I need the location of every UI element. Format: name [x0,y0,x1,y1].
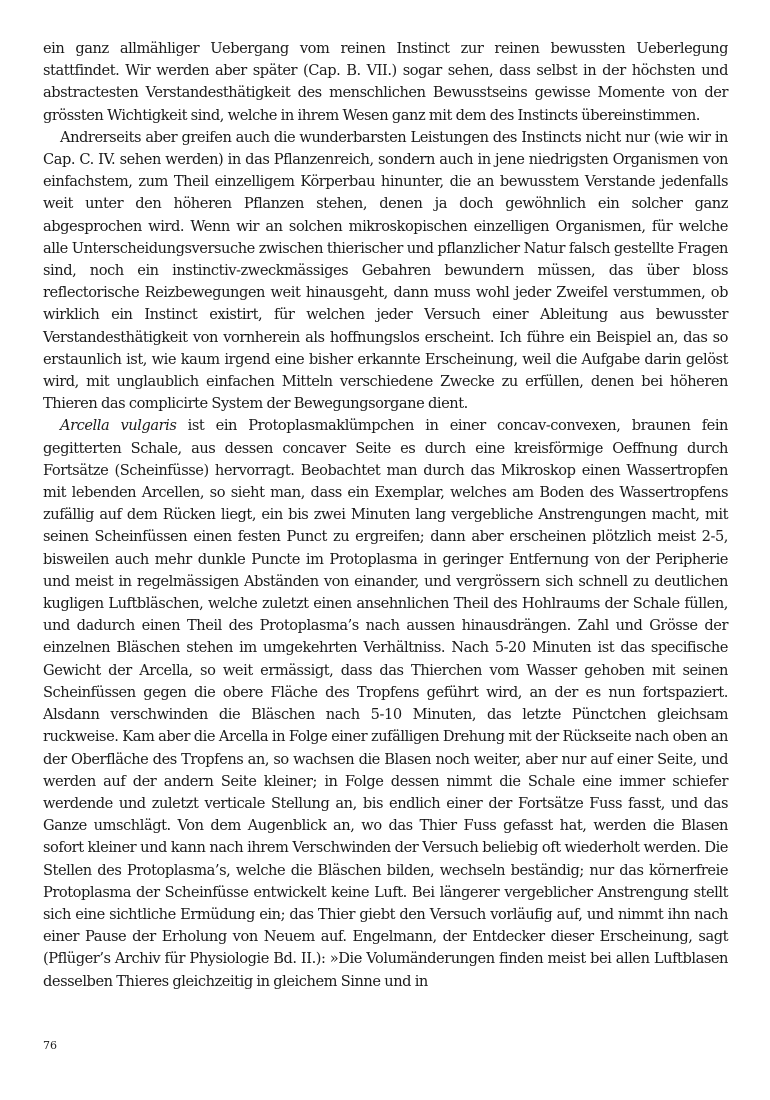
paragraph-arcella [43,415,728,992]
page-number: 76 [43,1039,57,1052]
page-body [43,38,728,993]
paragraph-instinct-organisms: Andrerseits aber greifen auch die wunderbarsten Leistungen des Instincts nicht nur (wie wir in Cap. C. IV. sehen werden) in das Pflanzenreich, sondern auch in jene niedrigsten Organismen von einfachstem, zum Theil einzelligem Körperbau hinunter, die an bewusstem Verstande jedenfalls weit unter den höheren Pflanzen stehen, denen ja doch gewöhnlich ein solcher ganz abgesprochen wird. Wenn wir an solchen mikroskopischen einzelligen Organismen, für welche alle Unterscheidungsversuche zwischen thierischer und pflanzlicher Natur falsch gestellte Fragen sind, noch ein instinctiv-zweckmässiges Gebahren bewundern müssen, das über bloss reflectorische Reizbewegungen weit hinausgeht, dann muss wohl jeder Zweifel verstummen, ob wirklich ein Instinct existirt, für welchen jeder Versuch einer Ableitung aus bewusster Verstandesthätigkeit von vornherein als hoffnungslos erscheint. Ich führe ein Beispiel an, das so erstaunlich ist, wie kaum irgend eine bisher erkannte Erscheinung, weil die Aufgabe darin gelöst wird, mit unglaublich einfachen Mitteln verschiedene Zwecke zu erfüllen, denen bei höheren Thieren das complicirte System der Bewegungsorgane dient. [43,128,728,413]
species-name: Arcella vulgaris [60,417,177,435]
paragraph-continuation: ein ganz allmähliger Uebergang vom reinen Instinct zur reinen bewussten Ueberlegung stattfindet. Wir werden aber später (Cap. B. VII.) sogar sehen, dass selbst in der höchsten und abstractesten Verstandesthätigkeit des menschlichen Bewusstseins gewisse Momente von der grössten Wichtigkeit sind, welche in ihrem Wesen ganz mit dem des Instincts übereinstimmen. [43,40,728,124]
paragraph-arcella-text: ist ein Protoplasmaklümpchen in einer concav-convexen, braunen fein gegitterten Schale, aus dessen concaver Seite es durch eine kreisförmige Oeffnung durch Fortsätze (Scheinfüsse) hervorragt. Beobachtet man durch das Mikroskop einen Wassertropfen mit lebenden Arcellen, so sieht man, dass ein Exemplar, welches am Boden des Wassertropfens zufällig auf dem Rücken liegt, ein bis zwei Minuten lang vergebliche Anstrengungen macht, mit seinen Scheinfüssen einen festen Punct zu ergreifen; dann aber erscheinen plötzlich meist 2-5, bisweilen auch mehr dunkle Puncte im Protoplasma in geringer Entfernung von der Peripherie und meist in regelmässigen Abständen von einander, und vergrössern sich schnell zu deutlichen kugligen Luftbläschen, welche zuletzt einen ansehnlichen Theil des Hohlraums der Schale füllen, und dadurch einen Theil des Protoplasma’s nach aussen hinausdrängen. Zahl und Grösse der einzelnen Bläschen stehen im umgekehrten Verhältniss. Nach 5-20 Minuten ist das specifische Gewicht der Arcella, so weit ermässigt, dass das Thierchen vom Wasser gehoben mit seinen Scheinfüssen gegen die obere Fläche des Tropfens geführt wird, an der es nun fortspaziert. Alsdann verschwinden die Bläschen nach 5-10 Minuten, das letzte Pünctchen gleichsam ruckweise. Kam aber die Arcella in Folge einer zufälligen Drehung mit der Rückseite nach oben an der Oberfläche des Tropfens an, so wachsen die Blasen noch weiter, aber nur auf einer Seite, und werden auf der andern Seite kleiner; in Folge dessen nimmt die Schale eine immer schiefer werdende und zuletzt verticale Stellung an, bis endlich einer der Fortsätze Fuss fasst, und das Ganze umschlägt. Von dem Augenblick an, wo das Thier Fuss gefasst hat, werden die Blasen sofort kleiner und kann nach ihrem Verschwinden der Versuch beliebig oft wiederholt werden. Die Stellen des Protoplasma’s, welche die Bläschen bilden, wechseln beständig; nur das körnerfreie Protoplasma der Scheinfüsse entwickelt keine Luft. Bei längerer vergeblicher Anstrengung stellt sich eine sichtliche Ermüdung ein; das Thier giebt den Versuch vorläufig auf, und nimmt ihn nach einer Pause der Erholung von Neuem auf. Engelmann, der Entdecker dieser Erscheinung, sagt (Pflüger’s Archiv für Physiologie Bd. II.): »Die Volumänderungen finden meist bei allen Luftblasen desselben Thieres gleichzeitig in gleichem Sinne und in [43,417,728,990]
